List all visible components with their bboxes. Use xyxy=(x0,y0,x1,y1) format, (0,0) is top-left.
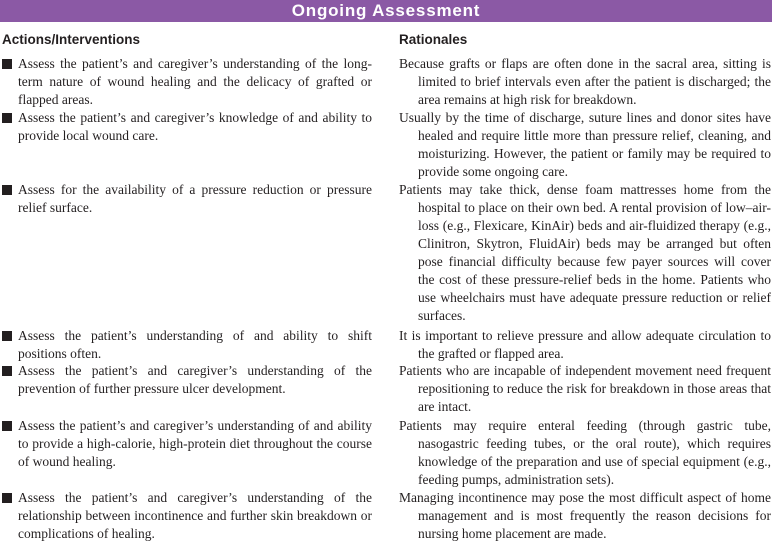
action-text: Assess the patient’s and caregiver’s understanding of the long-term nature of wound healing and the delicacy of grafted or flapped areas. xyxy=(18,56,372,107)
square-bullet-icon xyxy=(2,59,12,69)
rationale-text: Because grafts or flaps are often done in the sacral area, sitting is limited to brief intervals even after the patient is discharged; the area remains at high risk for breakdown. xyxy=(399,56,771,107)
square-bullet-icon xyxy=(2,331,12,341)
rationales-column-heading: Rationales xyxy=(399,32,468,47)
rationale-text: Patients who are incapable of independent movement need frequent repositioning to reduce the risk for breakdown in those areas that are intact. xyxy=(399,363,771,414)
actions-column-heading: Actions/Interventions xyxy=(2,32,141,47)
square-bullet-icon xyxy=(2,185,12,195)
square-bullet-icon xyxy=(2,421,12,431)
action-text: Assess the patient’s understanding of and ability to shift positions often. xyxy=(18,328,372,361)
section-banner xyxy=(0,0,772,22)
action-text: Assess for the availability of a pressure reduction or pressure relief surface. xyxy=(18,182,372,215)
section-title: Ongoing Assessment xyxy=(291,1,481,20)
rationale-text: It is important to relieve pressure and allow adequate circulation to the grafted or flapped area. xyxy=(399,328,771,361)
rationale-text: Managing incontinence may pose the most difficult aspect of home management and is most frequently the reason decisions for nursing home placement are made. xyxy=(399,490,771,541)
square-bullet-icon xyxy=(2,493,12,503)
square-bullet-icon xyxy=(2,366,12,376)
action-text: Assess the patient’s and caregiver’s knowledge of and ability to provide local wound care. xyxy=(18,110,372,143)
square-bullet-icon xyxy=(2,113,12,123)
rationale-text: Patients may require enteral feeding (through gastric tube, nasogastric feeding tubes, or the oral route), which requires knowledge of the preparation and use of special equipment (e.g., feeding pumps, administration sets). xyxy=(399,418,771,487)
action-text: Assess the patient’s and caregiver’s understanding of the relationship between incontinence and further skin breakdown or complications of healing. xyxy=(18,490,372,541)
rationale-text: Usually by the time of discharge, suture lines and donor sites have healed and require little more than pressure relief, cleaning, and moisturizing. However, the patient or family may be required to provide some ongoing care. xyxy=(399,110,771,179)
action-text: Assess the patient’s and caregiver’s understanding of and ability to provide a high-calorie, high-protein diet throughout the course of wound healing. xyxy=(18,418,372,469)
action-text: Assess the patient’s and caregiver’s understanding of the prevention of further pressure ulcer development. xyxy=(18,363,372,396)
rationale-text: Patients may take thick, dense foam mattresses home from the hospital to place on their own bed. A rental provision of low–air-loss (e.g., Flexicare, KinAir) beds and air-fluidized therapy (e.g., Clinitron, Skytron, FluidAir) beds may be arranged but often pose financial difficulty because few payer sources will cover the cost of these pressure-relief beds in the home. Patients who use wheelchairs must have adequate pressure reduction or relief surfaces. xyxy=(399,182,771,323)
